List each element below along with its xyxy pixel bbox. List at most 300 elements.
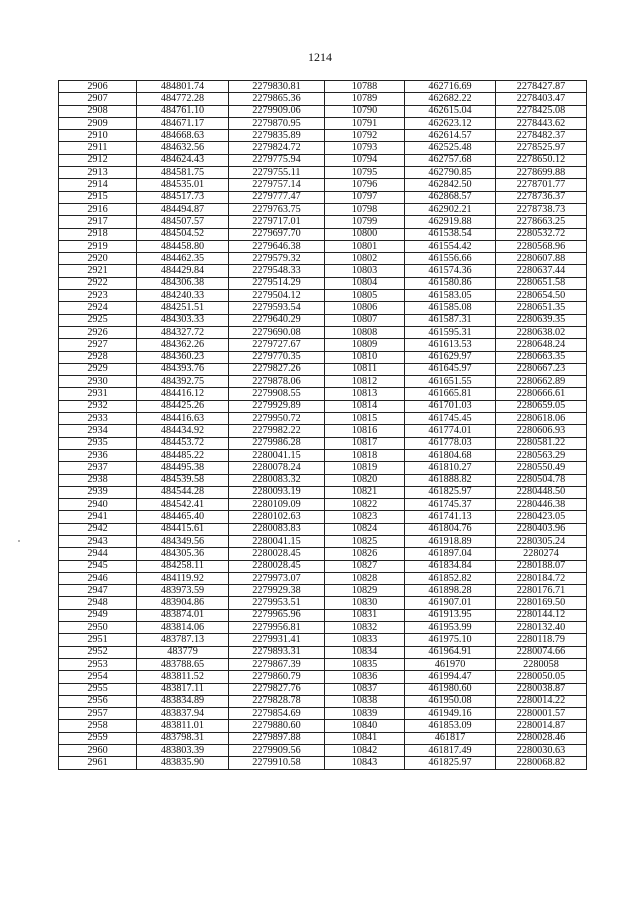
point-number-a-cell: 2925 (59, 314, 137, 326)
point-number-a-cell: 2917 (59, 216, 137, 228)
table-row (59, 154, 587, 166)
point-number-a-cell: 2928 (59, 351, 137, 363)
easting-a-cell: 484581.75 (137, 167, 229, 179)
easting-b-cell: 462902.21 (405, 203, 496, 215)
northing-a-cell: 2279865.36 (229, 93, 325, 105)
easting-b-cell: 461898.28 (405, 585, 496, 597)
northing-b-cell: 2280667.23 (496, 363, 587, 375)
point-number-b-cell: 10815 (325, 413, 405, 425)
page-number: 1214 (308, 50, 332, 64)
point-number-a-cell: 2912 (59, 154, 137, 166)
table-row (59, 277, 587, 289)
easting-a-cell: 484465.40 (137, 511, 229, 523)
northing-b-cell: 2280654.50 (496, 290, 587, 302)
point-number-a-cell: 2930 (59, 376, 137, 388)
point-number-a-cell: 2953 (59, 658, 137, 670)
northing-a-cell: 2279854.69 (229, 708, 325, 720)
table-row (59, 203, 587, 215)
northing-a-cell: 2279929.38 (229, 585, 325, 597)
easting-b-cell: 461918.89 (405, 535, 496, 547)
easting-b-cell: 461745.45 (405, 413, 496, 425)
northing-b-cell: 2278482.37 (496, 130, 587, 142)
coordinate-table (58, 80, 587, 770)
table-row (59, 253, 587, 265)
table-row (59, 425, 587, 437)
easting-b-cell: 462682.22 (405, 93, 496, 105)
northing-a-cell: 2279827.76 (229, 683, 325, 695)
point-number-a-cell: 2948 (59, 597, 137, 609)
easting-b-cell: 461554.42 (405, 240, 496, 252)
point-number-b-cell: 10809 (325, 339, 405, 351)
easting-a-cell: 483798.31 (137, 732, 229, 744)
northing-b-cell: 2278663.25 (496, 216, 587, 228)
point-number-a-cell: 2929 (59, 363, 137, 375)
easting-a-cell: 484434.92 (137, 425, 229, 437)
table-row (59, 228, 587, 240)
table-row (59, 683, 587, 695)
easting-a-cell: 484462.35 (137, 253, 229, 265)
easting-b-cell: 461629.97 (405, 351, 496, 363)
easting-b-cell: 462623.12 (405, 117, 496, 129)
northing-b-cell: 2280648.24 (496, 339, 587, 351)
northing-a-cell: 2279953.51 (229, 597, 325, 609)
easting-b-cell: 461595.31 (405, 326, 496, 338)
point-number-a-cell: 2957 (59, 708, 137, 720)
northing-b-cell: 2278403.47 (496, 93, 587, 105)
easting-a-cell: 484801.74 (137, 81, 229, 93)
easting-a-cell: 484632.56 (137, 142, 229, 154)
point-number-a-cell: 2936 (59, 449, 137, 461)
easting-a-cell: 484495.38 (137, 462, 229, 474)
easting-a-cell: 484362.26 (137, 339, 229, 351)
point-number-b-cell: 10806 (325, 302, 405, 314)
point-number-a-cell: 2916 (59, 203, 137, 215)
table-row (59, 609, 587, 621)
northing-b-cell: 2278525.97 (496, 142, 587, 154)
easting-b-cell: 461574.36 (405, 265, 496, 277)
table-row (59, 363, 587, 375)
northing-a-cell: 2280093.19 (229, 486, 325, 498)
point-number-a-cell: 2943 (59, 535, 137, 547)
table-row (59, 314, 587, 326)
point-number-a-cell: 2942 (59, 523, 137, 535)
northing-a-cell: 2279870.95 (229, 117, 325, 129)
point-number-a-cell: 2955 (59, 683, 137, 695)
easting-b-cell: 461804.68 (405, 449, 496, 461)
table-row (59, 191, 587, 203)
point-number-a-cell: 2918 (59, 228, 137, 240)
easting-b-cell: 462790.85 (405, 167, 496, 179)
northing-a-cell: 2279878.06 (229, 376, 325, 388)
point-number-b-cell: 10824 (325, 523, 405, 535)
easting-a-cell: 483874.01 (137, 609, 229, 621)
table-row (59, 597, 587, 609)
point-number-b-cell: 10792 (325, 130, 405, 142)
northing-b-cell: 2280637.44 (496, 265, 587, 277)
northing-b-cell: 2280058 (496, 658, 587, 670)
northing-b-cell: 2280662.89 (496, 376, 587, 388)
point-number-b-cell: 10838 (325, 695, 405, 707)
northing-b-cell: 2280176.71 (496, 585, 587, 597)
point-number-a-cell: 2932 (59, 400, 137, 412)
easting-a-cell: 483904.86 (137, 597, 229, 609)
northing-b-cell: 2280550.49 (496, 462, 587, 474)
table-row (59, 93, 587, 105)
easting-b-cell: 461852.82 (405, 572, 496, 584)
easting-b-cell: 461583.05 (405, 290, 496, 302)
easting-b-cell: 461970 (405, 658, 496, 670)
point-number-a-cell: 2941 (59, 511, 137, 523)
easting-a-cell: 484542.41 (137, 499, 229, 511)
point-number-b-cell: 10810 (325, 351, 405, 363)
northing-a-cell: 2280041.15 (229, 449, 325, 461)
northing-b-cell: 2280144.12 (496, 609, 587, 621)
northing-b-cell: 2280028.46 (496, 732, 587, 744)
easting-b-cell: 461950.08 (405, 695, 496, 707)
table-row (59, 376, 587, 388)
northing-b-cell: 2280651.58 (496, 277, 587, 289)
point-number-b-cell: 10799 (325, 216, 405, 228)
table-row (59, 658, 587, 670)
point-number-a-cell: 2921 (59, 265, 137, 277)
easting-b-cell: 461804.76 (405, 523, 496, 535)
easting-a-cell: 483788.65 (137, 658, 229, 670)
easting-b-cell: 461538.54 (405, 228, 496, 240)
easting-b-cell: 462525.48 (405, 142, 496, 154)
easting-b-cell: 461888.82 (405, 474, 496, 486)
easting-a-cell: 484251.51 (137, 302, 229, 314)
easting-b-cell: 461825.97 (405, 486, 496, 498)
northing-a-cell: 2279504.12 (229, 290, 325, 302)
table-row (59, 240, 587, 252)
point-number-b-cell: 10819 (325, 462, 405, 474)
easting-b-cell: 461975.10 (405, 634, 496, 646)
northing-a-cell: 2279929.89 (229, 400, 325, 412)
easting-b-cell: 461585.08 (405, 302, 496, 314)
northing-b-cell: 2280568.96 (496, 240, 587, 252)
northing-a-cell: 2280041.15 (229, 535, 325, 547)
point-number-a-cell: 2938 (59, 474, 137, 486)
point-number-a-cell: 2914 (59, 179, 137, 191)
point-number-a-cell: 2926 (59, 326, 137, 338)
point-number-a-cell: 2933 (59, 413, 137, 425)
northing-a-cell: 2279950.72 (229, 413, 325, 425)
table-row (59, 130, 587, 142)
easting-b-cell: 461665.81 (405, 388, 496, 400)
northing-b-cell: 2278738.73 (496, 203, 587, 215)
northing-b-cell: 2280169.50 (496, 597, 587, 609)
northing-b-cell: 2280423.05 (496, 511, 587, 523)
northing-a-cell: 2279717.01 (229, 216, 325, 228)
point-number-a-cell: 2952 (59, 646, 137, 658)
northing-b-cell: 2280188.07 (496, 560, 587, 572)
northing-a-cell: 2279646.38 (229, 240, 325, 252)
point-number-a-cell: 2960 (59, 745, 137, 757)
table-row (59, 290, 587, 302)
point-number-a-cell: 2946 (59, 572, 137, 584)
point-number-a-cell: 2958 (59, 720, 137, 732)
northing-b-cell: 2280074.66 (496, 646, 587, 658)
easting-a-cell: 484507.57 (137, 216, 229, 228)
point-number-a-cell: 2939 (59, 486, 137, 498)
easting-a-cell: 484539.58 (137, 474, 229, 486)
point-number-a-cell: 2923 (59, 290, 137, 302)
point-number-a-cell: 2922 (59, 277, 137, 289)
table-row (59, 572, 587, 584)
northing-a-cell: 2279897.88 (229, 732, 325, 744)
table-row (59, 646, 587, 658)
point-number-a-cell: 2934 (59, 425, 137, 437)
table-row (59, 560, 587, 572)
point-number-a-cell: 2937 (59, 462, 137, 474)
northing-b-cell: 2280448.50 (496, 486, 587, 498)
point-number-a-cell: 2909 (59, 117, 137, 129)
point-number-b-cell: 10837 (325, 683, 405, 695)
point-number-a-cell: 2947 (59, 585, 137, 597)
point-number-a-cell: 2910 (59, 130, 137, 142)
point-number-b-cell: 10839 (325, 708, 405, 720)
northing-b-cell: 2280606.93 (496, 425, 587, 437)
easting-b-cell: 461834.84 (405, 560, 496, 572)
easting-b-cell: 461817 (405, 732, 496, 744)
point-number-b-cell: 10797 (325, 191, 405, 203)
point-number-b-cell: 10828 (325, 572, 405, 584)
table-row (59, 105, 587, 117)
northing-a-cell: 2280078.24 (229, 462, 325, 474)
point-number-b-cell: 10793 (325, 142, 405, 154)
easting-b-cell: 461645.97 (405, 363, 496, 375)
easting-a-cell: 484458.80 (137, 240, 229, 252)
northing-a-cell: 2279830.81 (229, 81, 325, 93)
northing-b-cell: 2280504.78 (496, 474, 587, 486)
easting-b-cell: 462868.57 (405, 191, 496, 203)
table-row (59, 634, 587, 646)
easting-a-cell: 483817.11 (137, 683, 229, 695)
easting-a-cell: 484415.61 (137, 523, 229, 535)
northing-b-cell: 2278425.08 (496, 105, 587, 117)
point-number-b-cell: 10832 (325, 622, 405, 634)
point-number-b-cell: 10788 (325, 81, 405, 93)
table-row (59, 437, 587, 449)
point-number-b-cell: 10798 (325, 203, 405, 215)
easting-b-cell: 461741.13 (405, 511, 496, 523)
northing-b-cell: 2280014.22 (496, 695, 587, 707)
easting-a-cell: 484416.63 (137, 413, 229, 425)
northing-b-cell: 2280638.02 (496, 326, 587, 338)
table-row (59, 511, 587, 523)
easting-a-cell: 484772.28 (137, 93, 229, 105)
northing-a-cell: 2279908.55 (229, 388, 325, 400)
point-number-a-cell: 2956 (59, 695, 137, 707)
table-row (59, 413, 587, 425)
point-number-a-cell: 2931 (59, 388, 137, 400)
scan-mark (18, 540, 20, 542)
easting-b-cell: 461613.53 (405, 339, 496, 351)
easting-b-cell: 461556.66 (405, 253, 496, 265)
easting-a-cell: 484303.33 (137, 314, 229, 326)
point-number-b-cell: 10817 (325, 437, 405, 449)
easting-b-cell: 461964.91 (405, 646, 496, 658)
point-number-b-cell: 10823 (325, 511, 405, 523)
point-number-a-cell: 2944 (59, 548, 137, 560)
northing-a-cell: 2279867.39 (229, 658, 325, 670)
point-number-b-cell: 10804 (325, 277, 405, 289)
point-number-a-cell: 2911 (59, 142, 137, 154)
northing-b-cell: 2280639.35 (496, 314, 587, 326)
northing-a-cell: 2279931.41 (229, 634, 325, 646)
northing-a-cell: 2279770.35 (229, 351, 325, 363)
point-number-b-cell: 10842 (325, 745, 405, 757)
point-number-b-cell: 10789 (325, 93, 405, 105)
point-number-b-cell: 10831 (325, 609, 405, 621)
easting-a-cell: 484258.11 (137, 560, 229, 572)
point-number-a-cell: 2919 (59, 240, 137, 252)
easting-a-cell: 484392.75 (137, 376, 229, 388)
northing-b-cell: 2280651.35 (496, 302, 587, 314)
northing-a-cell: 2279956.81 (229, 622, 325, 634)
northing-b-cell: 2280030.63 (496, 745, 587, 757)
table-row (59, 81, 587, 93)
easting-a-cell: 484425.26 (137, 400, 229, 412)
table-row (59, 695, 587, 707)
northing-b-cell: 2278701.77 (496, 179, 587, 191)
easting-b-cell: 461587.31 (405, 314, 496, 326)
easting-a-cell: 483837.94 (137, 708, 229, 720)
northing-a-cell: 2279690.08 (229, 326, 325, 338)
table-row (59, 720, 587, 732)
point-number-a-cell: 2954 (59, 671, 137, 683)
easting-a-cell: 484504.52 (137, 228, 229, 240)
northing-b-cell: 2280050.05 (496, 671, 587, 683)
easting-a-cell: 484429.84 (137, 265, 229, 277)
northing-a-cell: 2280102.63 (229, 511, 325, 523)
point-number-b-cell: 10790 (325, 105, 405, 117)
easting-b-cell: 461825.97 (405, 757, 496, 769)
easting-a-cell: 483973.59 (137, 585, 229, 597)
easting-b-cell: 461994.47 (405, 671, 496, 683)
point-number-a-cell: 2940 (59, 499, 137, 511)
point-number-b-cell: 10825 (325, 535, 405, 547)
table-row (59, 462, 587, 474)
northing-a-cell: 2279593.54 (229, 302, 325, 314)
easting-b-cell: 462615.04 (405, 105, 496, 117)
easting-b-cell: 461853.09 (405, 720, 496, 732)
easting-a-cell: 484360.23 (137, 351, 229, 363)
northing-a-cell: 2279910.58 (229, 757, 325, 769)
point-number-b-cell: 10801 (325, 240, 405, 252)
easting-a-cell: 484517.73 (137, 191, 229, 203)
point-number-b-cell: 10814 (325, 400, 405, 412)
easting-a-cell: 484240.33 (137, 290, 229, 302)
northing-a-cell: 2279835.89 (229, 130, 325, 142)
table-row (59, 388, 587, 400)
point-number-b-cell: 10822 (325, 499, 405, 511)
northing-b-cell: 2280118.79 (496, 634, 587, 646)
table-row (59, 622, 587, 634)
point-number-b-cell: 10829 (325, 585, 405, 597)
table-row (59, 326, 587, 338)
easting-b-cell: 461745.37 (405, 499, 496, 511)
northing-a-cell: 2279986.28 (229, 437, 325, 449)
point-number-b-cell: 10794 (325, 154, 405, 166)
northing-a-cell: 2279860.79 (229, 671, 325, 683)
easting-a-cell: 484119.92 (137, 572, 229, 584)
point-number-a-cell: 2906 (59, 81, 137, 93)
northing-a-cell: 2279828.78 (229, 695, 325, 707)
northing-a-cell: 2279514.29 (229, 277, 325, 289)
northing-b-cell: 2280607.88 (496, 253, 587, 265)
point-number-a-cell: 2913 (59, 167, 137, 179)
easting-a-cell: 484761.10 (137, 105, 229, 117)
table-row (59, 548, 587, 560)
easting-b-cell: 461778.03 (405, 437, 496, 449)
northing-a-cell: 2279909.06 (229, 105, 325, 117)
point-number-b-cell: 10811 (325, 363, 405, 375)
point-number-a-cell: 2908 (59, 105, 137, 117)
easting-a-cell: 483811.52 (137, 671, 229, 683)
easting-a-cell: 483803.39 (137, 745, 229, 757)
point-number-b-cell: 10826 (325, 548, 405, 560)
table-row (59, 585, 587, 597)
easting-b-cell: 462614.57 (405, 130, 496, 142)
table-row (59, 671, 587, 683)
northing-b-cell: 2280618.06 (496, 413, 587, 425)
northing-a-cell: 2279763.75 (229, 203, 325, 215)
northing-a-cell: 2279548.33 (229, 265, 325, 277)
point-number-a-cell: 2951 (59, 634, 137, 646)
point-number-b-cell: 10800 (325, 228, 405, 240)
northing-b-cell: 2280068.82 (496, 757, 587, 769)
point-number-b-cell: 10803 (325, 265, 405, 277)
easting-b-cell: 461810.27 (405, 462, 496, 474)
table-row (59, 351, 587, 363)
easting-b-cell: 461897.04 (405, 548, 496, 560)
table-row (59, 265, 587, 277)
table-row (59, 449, 587, 461)
point-number-b-cell: 10820 (325, 474, 405, 486)
point-number-b-cell: 10827 (325, 560, 405, 572)
table-row (59, 499, 587, 511)
point-number-b-cell: 10802 (325, 253, 405, 265)
table-row (59, 523, 587, 535)
northing-a-cell: 2279775.94 (229, 154, 325, 166)
northing-a-cell: 2280028.45 (229, 560, 325, 572)
point-number-a-cell: 2961 (59, 757, 137, 769)
easting-a-cell: 483835.90 (137, 757, 229, 769)
point-number-b-cell: 10795 (325, 167, 405, 179)
point-number-a-cell: 2907 (59, 93, 137, 105)
northing-b-cell: 2280666.61 (496, 388, 587, 400)
table-row (59, 535, 587, 547)
easting-b-cell: 461913.95 (405, 609, 496, 621)
northing-a-cell: 2280083.32 (229, 474, 325, 486)
point-number-b-cell: 10791 (325, 117, 405, 129)
table-row (59, 708, 587, 720)
northing-a-cell: 2279965.96 (229, 609, 325, 621)
northing-b-cell: 2278650.12 (496, 154, 587, 166)
table-row (59, 745, 587, 757)
table-row (59, 179, 587, 191)
table-row (59, 117, 587, 129)
point-number-b-cell: 10796 (325, 179, 405, 191)
point-number-b-cell: 10818 (325, 449, 405, 461)
northing-a-cell: 2279755.11 (229, 167, 325, 179)
point-number-a-cell: 2949 (59, 609, 137, 621)
easting-b-cell: 461953.99 (405, 622, 496, 634)
easting-a-cell: 484453.72 (137, 437, 229, 449)
northing-b-cell: 2280663.35 (496, 351, 587, 363)
northing-b-cell: 2280563.29 (496, 449, 587, 461)
